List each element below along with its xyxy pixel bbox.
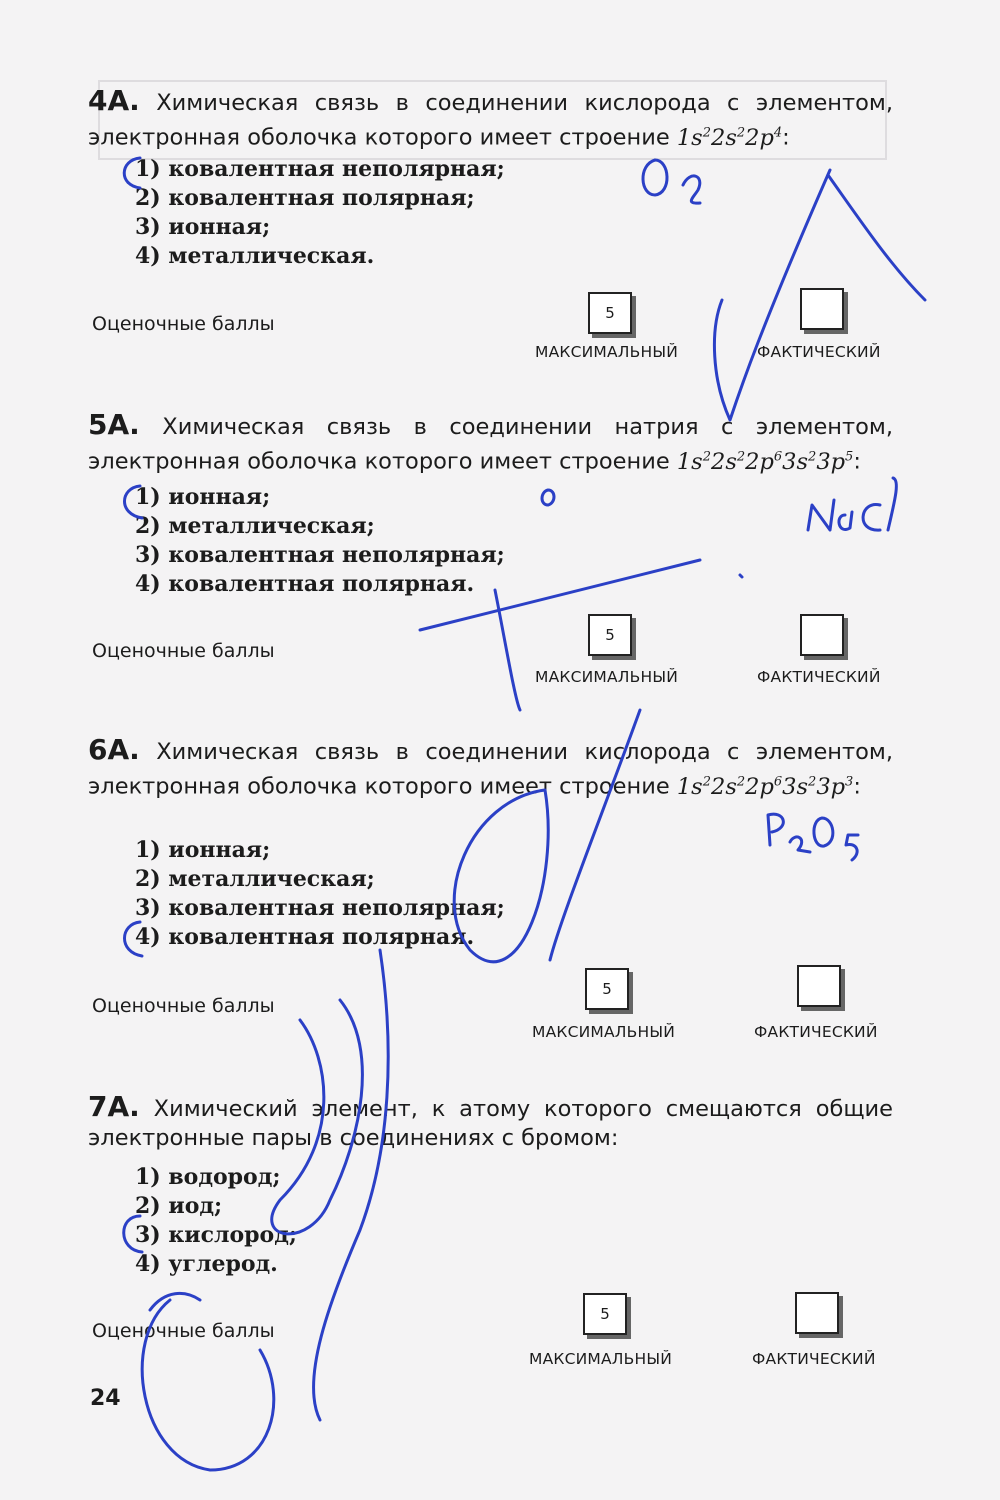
actual-caption: ФАКТИЧЕСКИЙ bbox=[754, 1023, 878, 1041]
actual-caption: ФАКТИЧЕСКИЙ bbox=[757, 668, 881, 686]
handwritten-formula bbox=[839, 512, 852, 529]
electron-config: $1s^22s^22p^4$ bbox=[676, 124, 783, 151]
max-score-box: 5 bbox=[583, 1293, 627, 1335]
handwritten-formula bbox=[790, 837, 810, 852]
score-label: Оценочные баллы bbox=[92, 313, 275, 335]
option[interactable]: 2) ковалентная полярная; bbox=[135, 185, 475, 211]
loop-stroke bbox=[314, 950, 389, 1420]
option[interactable]: 4) металлическая. bbox=[135, 243, 375, 269]
question-number: 5А. bbox=[88, 408, 140, 441]
actual-score-box[interactable] bbox=[800, 288, 844, 330]
question-4a-text: 4А. Химическая связь в соединении кислорода с элементом, электронная оболочка которого имеет строение $1s^22s^22p^4$: bbox=[88, 84, 893, 151]
option[interactable]: 4) углерод. bbox=[135, 1251, 278, 1277]
loop-stroke bbox=[150, 1293, 200, 1310]
score-label: Оценочные баллы bbox=[92, 1320, 275, 1342]
max-caption: МАКСИМАЛЬНЫЙ bbox=[529, 1350, 672, 1368]
question-5a-text: 5А. Химическая связь в соединении натрия с элементом, электронная оболочка которого имеет строение $1s^22s^22p^63s^23p^5$: bbox=[88, 408, 893, 475]
handwritten-formula bbox=[846, 835, 858, 860]
option[interactable]: 4) ковалентная полярная. bbox=[135, 924, 475, 950]
option[interactable]: 2) иод; bbox=[135, 1193, 223, 1219]
actual-score-box[interactable] bbox=[800, 614, 844, 656]
option[interactable]: 3) ионная; bbox=[135, 214, 271, 240]
actual-caption: ФАКТИЧЕСКИЙ bbox=[752, 1350, 876, 1368]
handwritten-formula bbox=[643, 160, 667, 195]
option[interactable]: 1) водород; bbox=[135, 1164, 281, 1190]
handwritten-formula bbox=[683, 176, 700, 203]
handwritten-formula bbox=[863, 504, 880, 530]
option[interactable]: 4) ковалентная полярная. bbox=[135, 571, 475, 597]
question-number: 4А. bbox=[88, 84, 140, 117]
score-label: Оценочные баллы bbox=[92, 995, 275, 1017]
handwritten-mark bbox=[542, 490, 554, 505]
handwritten-formula bbox=[814, 818, 833, 846]
question-7a bbox=[88, 1092, 893, 1153]
handwritten-formula bbox=[768, 814, 783, 845]
question-6a-text: 6А. Химическая связь в соединении кислорода с элементом, электронная оболочка которого имеет строение $1s^22s^22p^63s^23p^3$: bbox=[88, 733, 893, 800]
question-7a-options bbox=[135, 1163, 297, 1279]
question-5a bbox=[88, 410, 893, 477]
question-6a bbox=[88, 735, 893, 802]
max-score-box: 5 bbox=[588, 614, 632, 656]
actual-score-box[interactable] bbox=[797, 965, 841, 1007]
option[interactable]: 1) ионная; bbox=[135, 484, 271, 510]
question-number: 6А. bbox=[88, 733, 140, 766]
question-4a-options bbox=[135, 155, 505, 271]
handwritten-mark bbox=[740, 575, 742, 577]
question-6a-options bbox=[135, 836, 505, 952]
option[interactable]: 3) ковалентная неполярная; bbox=[135, 542, 505, 568]
max-caption: МАКСИМАЛЬНЫЙ bbox=[532, 1023, 675, 1041]
electron-config: $1s^22s^22p^63s^23p^5$ bbox=[676, 448, 854, 475]
option[interactable]: 1) ионная; bbox=[135, 837, 271, 863]
checkmark-stroke bbox=[828, 175, 925, 300]
option[interactable]: 3) ковалентная неполярная; bbox=[135, 895, 505, 921]
handwritten-formula bbox=[888, 478, 896, 530]
max-caption: МАКСИМАЛЬНЫЙ bbox=[535, 668, 678, 686]
question-5a-options bbox=[135, 483, 505, 599]
actual-caption: ФАКТИЧЕСКИЙ bbox=[757, 343, 881, 361]
question-4a bbox=[88, 86, 893, 153]
electron-config: $1s^22s^22p^63s^23p^3$ bbox=[676, 773, 854, 800]
option[interactable]: 3) кислород; bbox=[135, 1222, 298, 1248]
max-score-box: 5 bbox=[585, 968, 629, 1010]
question-number: 7А. bbox=[88, 1090, 140, 1123]
handwritten-formula bbox=[808, 500, 834, 530]
page-number: 24 bbox=[90, 1386, 121, 1411]
option[interactable]: 2) металлическая; bbox=[135, 513, 375, 539]
max-score-box: 5 bbox=[588, 292, 632, 334]
option[interactable]: 1) ковалентная неполярная; bbox=[135, 156, 505, 182]
question-7a-text: 7А. Химический элемент, к атому которого смещаются общие электронные пары в соединениях с бромом: bbox=[88, 1090, 894, 1151]
score-label: Оценочные баллы bbox=[92, 640, 275, 662]
slash-stroke bbox=[495, 590, 520, 710]
actual-score-box[interactable] bbox=[795, 1292, 839, 1334]
option[interactable]: 2) металлическая; bbox=[135, 866, 375, 892]
max-caption: МАКСИМАЛЬНЫЙ bbox=[535, 343, 678, 361]
